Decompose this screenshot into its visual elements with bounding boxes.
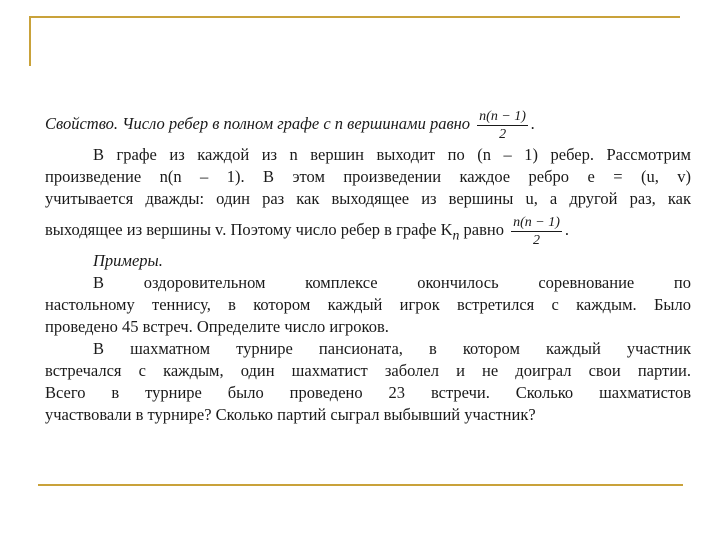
proof-line-3: учитывается дважды: один раз как выходящее из вершины u, а другой раз, как: [45, 189, 691, 208]
decorative-top-rule: [29, 16, 680, 18]
proof-fraction-denominator: 2: [532, 232, 540, 248]
decorative-left-rule: [29, 16, 31, 66]
proof-line-1: В графе из каждой из n вершин выходит по (n – 1) ребер. Рассмотрим: [93, 145, 691, 164]
slide-body: [45, 104, 691, 426]
example1-line-2: настольному теннису, в котором каждый игрок встретился с каждым. Было: [45, 295, 691, 314]
example1-line-1: В оздоровительном комплексе окончилось соревнование по: [93, 273, 691, 292]
proof-fraction-numerator: n(n − 1): [513, 214, 560, 230]
example2-line-1: В шахматном турнире пансионата, в котором каждый участник: [93, 339, 691, 358]
proof-line-4: [45, 210, 691, 250]
proof-line-4-tail: равно: [459, 220, 504, 239]
property-fraction-numerator: n(n − 1): [479, 108, 526, 124]
proof-kn-subscript: n: [452, 227, 460, 243]
property-fraction-denominator: 2: [499, 126, 507, 142]
example2-line-3: Всего в турнире было проведено 23 встречи. Сколько шахматистов: [45, 383, 691, 402]
proof-fraction: [511, 215, 562, 248]
property-period: .: [530, 114, 536, 133]
decorative-bottom-rule: [38, 484, 683, 486]
proof-period: .: [564, 220, 569, 239]
proof-line-2: произведение n(n – 1). В этом произведении каждое ребро e = (u, v): [45, 167, 691, 186]
proof-line-4-text: выходящее из вершины v. Поэтому число ребер в графе K: [45, 220, 453, 239]
example2-line-2: встречался с каждым, один шахматист заболел и не доиграл свои партии.: [45, 361, 691, 380]
property-text: Свойство. Число ребер в полном графе с n вершинами равно: [45, 114, 471, 133]
example2-line-4: участвовали в турнире? Сколько партий сыграл выбывший участник?: [45, 405, 536, 424]
property-statement: [45, 104, 691, 144]
property-fraction: [477, 109, 528, 142]
examples-heading: Примеры.: [93, 251, 163, 270]
example1-line-3: проведено 45 встреч. Определите число игроков.: [45, 317, 389, 336]
